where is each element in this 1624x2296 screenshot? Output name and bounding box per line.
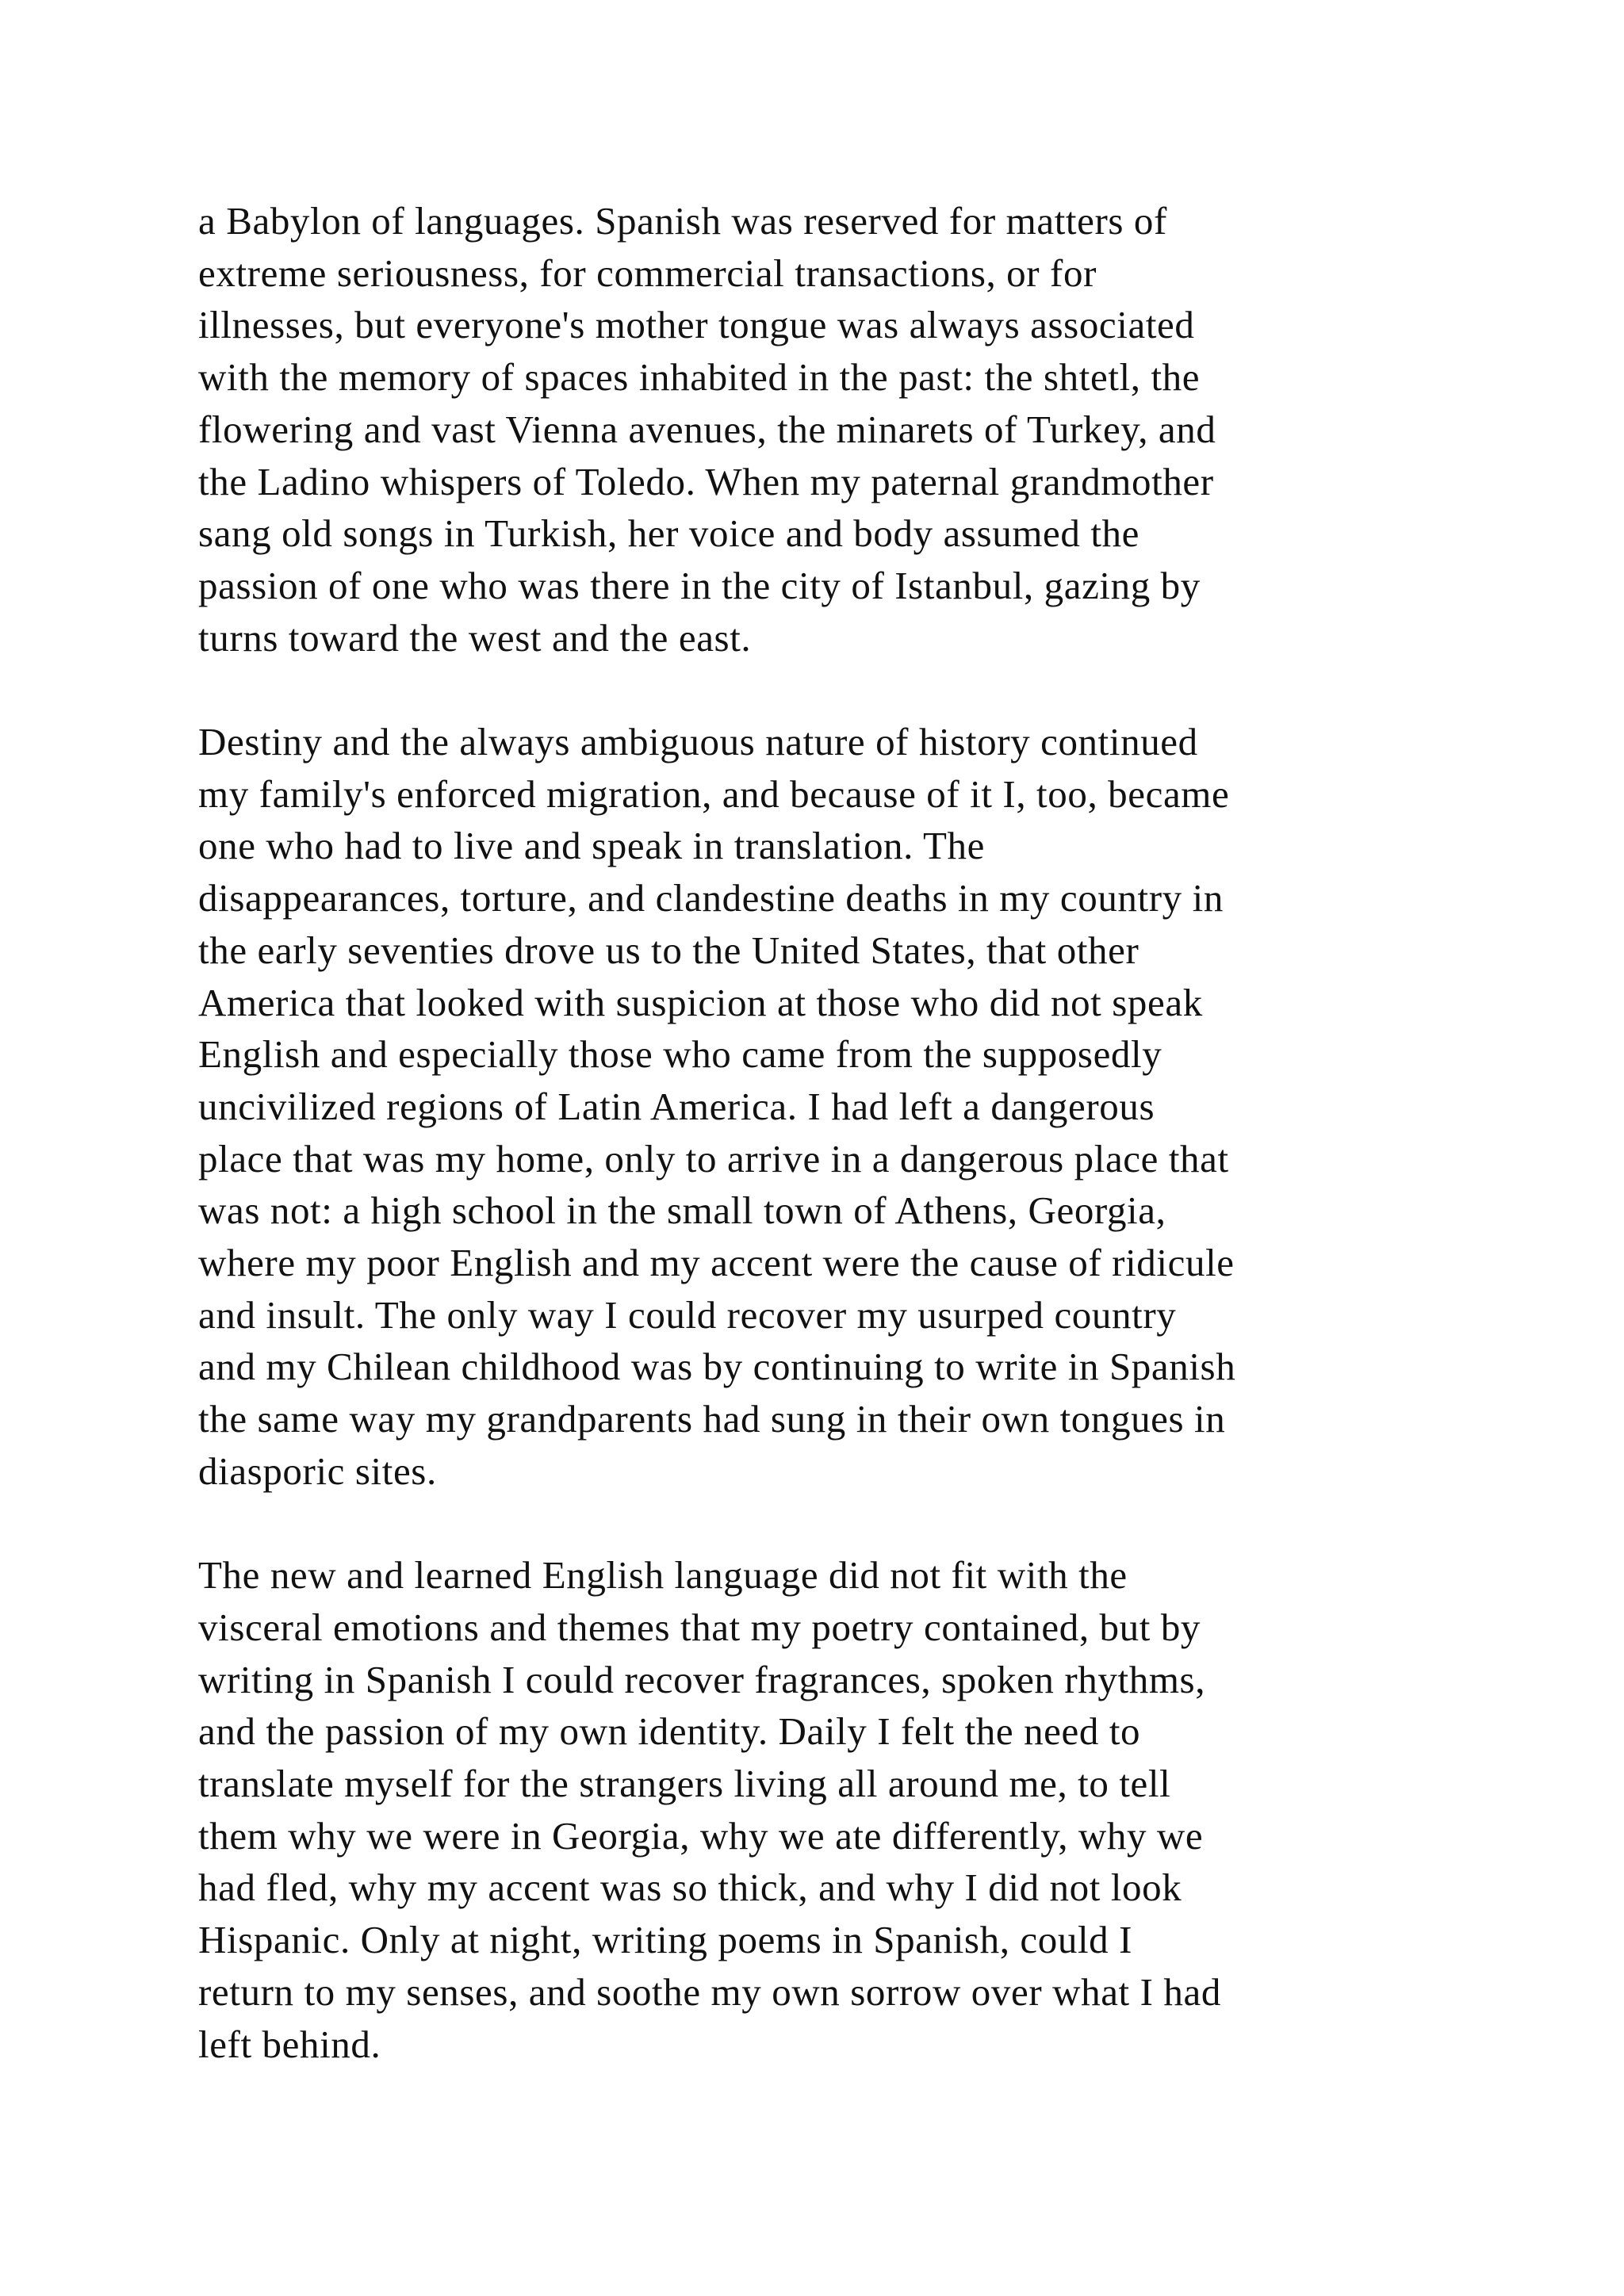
text-line: left behind. [198,2022,381,2066]
text-line: illnesses, but everyone's mother tongue was always associated [198,303,1195,347]
text-line: The new and learned English language did not fit with the [198,1553,1128,1598]
text-line: America that looked with suspicion at those who did not speak [198,980,1203,1024]
text-line: visceral emotions and themes that my poetry contained, but by [198,1605,1201,1649]
text-line: was not: a high school in the small town of Athens, Georgia, [198,1188,1166,1233]
text-line: and insult. The only way I could recover my usurped country [198,1292,1177,1337]
text-line: diasporic sites. [198,1448,437,1493]
text-line: the Ladino whispers of Toledo. When my paternal grandmother [198,459,1214,503]
text-line: one who had to live and speak in translation. The [198,824,985,868]
text-line: my family's enforced migration, and because of it I, too, became [198,771,1230,816]
text-line: passion of one who was there in the city of Istanbul, gazing by [198,563,1201,607]
text-line: Destiny and the always ambiguous nature of history continued [198,720,1198,764]
text-line: writing in Spanish I could recover fragrances, spoken rhythms, [198,1657,1206,1701]
paragraph-2 [198,716,1546,1498]
text-line: translate myself for the strangers living all around me, to tell [198,1762,1171,1806]
text-line: Hispanic. Only at night, writing poems in Spanish, could I [198,1918,1133,1962]
text-line: where my poor English and my accent were the cause of ridicule [198,1241,1235,1285]
paragraph-3 [198,1549,1546,2070]
text-line: had fled, why my accent was so thick, and why I did not look [198,1866,1182,1910]
text-line: turns toward the west and the east. [198,615,752,660]
text-line: English and especially those who came from the supposedly [198,1032,1162,1077]
text-line: the same way my grandparents had sung in their own tongues in [198,1397,1226,1441]
text-line: and the passion of my own identity. Daily I felt the need to [198,1709,1141,1754]
text-line: place that was my home, only to arrive in a dangerous place that [198,1136,1229,1181]
text-line: with the memory of spaces inhabited in the past: the shtetl, the [198,355,1201,400]
text-line: sang old songs in Turkish, her voice and body assumed the [198,511,1139,556]
body-text [198,195,1546,2122]
text-line: and my Chilean childhood was by continuing to write in Spanish [198,1345,1236,1389]
text-line: a Babylon of languages. Spanish was reserved for matters of [198,199,1167,243]
text-line: disappearances, torture, and clandestine deaths in my country in [198,876,1224,920]
text-line: extreme seriousness, for commercial transactions, or for [198,251,1097,295]
text-line: flowering and vast Vienna avenues, the minarets of Turkey, and [198,407,1216,451]
text-line: return to my senses, and soothe my own sorrow over what I had [198,1969,1221,2014]
text-line: them why we were in Georgia, why we ate differently, why we [198,1813,1204,1858]
paragraph-1 [198,195,1546,664]
text-line: the early seventies drove us to the United States, that other [198,928,1139,972]
text-line: uncivilized regions of Latin America. I had left a dangerous [198,1084,1155,1128]
